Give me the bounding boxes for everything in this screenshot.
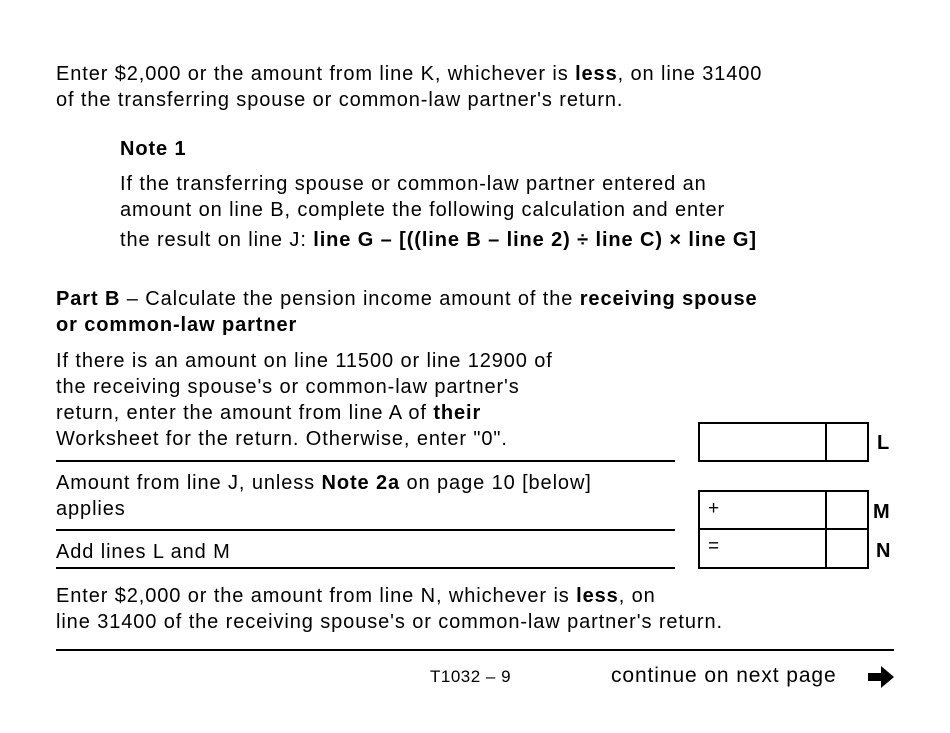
note-1-title: Note 1 xyxy=(120,138,187,160)
plus-sign: + xyxy=(708,498,720,519)
line-m-cents-separator xyxy=(825,492,827,528)
intro-line-1: Enter $2,000 or the amount from line K, whichever is less, on line 31400 xyxy=(56,63,763,85)
arrow-right-icon xyxy=(868,665,895,689)
line-l-amount-field[interactable] xyxy=(698,422,869,462)
note-1-line-2: amount on line B, complete the following calculation and enter xyxy=(120,199,726,221)
row-m-text: Amount from line J, unless Note 2a on page 10 [below] applies xyxy=(56,472,592,520)
note-1-line-1: If the transferring spouse or common-law partner entered an xyxy=(120,173,707,195)
part-b-heading xyxy=(56,286,758,338)
final-paragraph: Enter $2,000 or the amount from line N, whichever is less, on line 31400 of the receiving spouse's or common-law partner's return. xyxy=(56,585,723,633)
line-m-amount-field[interactable] xyxy=(698,490,869,530)
equals-sign: = xyxy=(708,536,720,557)
row-n-text: Add lines L and M xyxy=(56,541,231,563)
note-1 xyxy=(120,136,757,253)
part-b-heading-line-2: or common-law partner xyxy=(56,314,298,336)
note-1-formula: line G – [((line B – line 2) ÷ line C) × line G] xyxy=(313,229,757,251)
line-n-cents-separator xyxy=(825,530,827,567)
intro-paragraph xyxy=(56,61,762,113)
row-l-divider xyxy=(56,460,675,462)
footer-rule xyxy=(56,649,894,651)
line-n-label: N xyxy=(876,540,892,562)
row-l-text: If there is an amount on line 11500 or line 12900 of the receiving spouse's or common-law partner's return, enter the amount from line A of their Worksheet for the return. Otherwise, enter "0". xyxy=(56,350,553,450)
part-b-heading-line-1: Part B – Calculate the pension income amount of the receiving spouse xyxy=(56,288,758,310)
line-n-amount-field[interactable] xyxy=(698,528,869,569)
row-n-divider xyxy=(56,567,675,569)
intro-line-2: of the transferring spouse or common-law partner's return. xyxy=(56,89,624,111)
continue-text: continue on next page xyxy=(611,664,837,687)
continue-link[interactable] xyxy=(611,664,837,688)
line-l-label: L xyxy=(877,432,891,454)
line-m-label: M xyxy=(873,501,891,523)
line-l-cents-separator xyxy=(825,424,827,460)
page-number: T1032 – 9 xyxy=(430,667,512,686)
note-1-line-3: the result on line J: line G – [((line B – line 2) ÷ line C) × line G] xyxy=(120,229,757,251)
row-m-divider xyxy=(56,529,675,531)
